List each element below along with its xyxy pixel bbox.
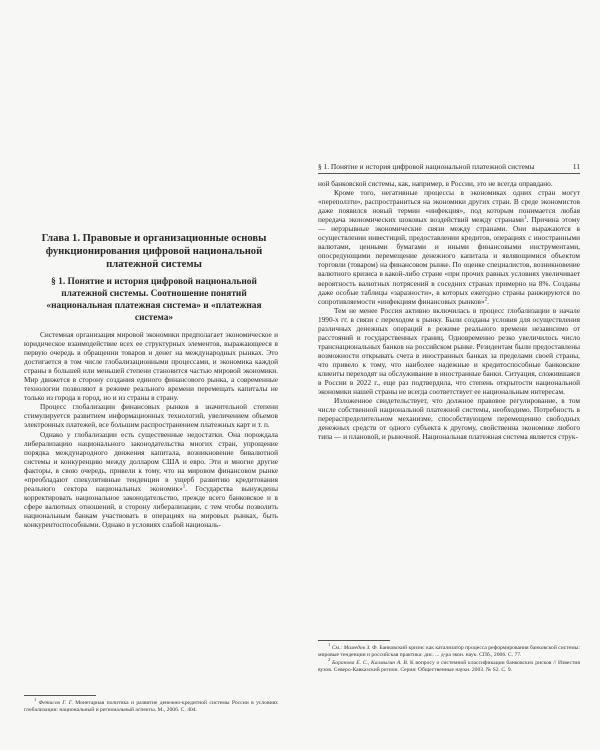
paragraph [24,430,278,530]
footnote-number: 1 [328,642,331,648]
footnote-number: 1 [34,697,37,703]
footnote-text: Банковский кризис как катализатор процесса реформирования банковской системы: мировые тенденции и российская практика: дис. ... д-ра экон. наук. СПб., 2006. С. 77. [318,645,580,659]
paragraph: Процесс глобализации финансовых рынков в значительной степени стимулируется развитием информационных технологий, увеличением объемов электронных платежей, все большим распространением платежных карт и т. п. [24,402,278,430]
footnote [318,642,580,659]
running-head-title: § 1. Понятие и история цифровой национальной платежной системы [318,162,535,171]
paragraph: Тем не менее Россия активно включилась в процесс глобализации в начале 1990-х гг. в связи с переходом к рынку. Были созданы условия для осуществления различных денежных операций в режиме реального времени независимо от расстояний и государственных границ. Одновременно резко увеличилось число транснациональных банков на российском рынке. Резидентам были предоставлены возможности открывать счета в иностранных банках за пределами своей страны, что привело к тому, что наиболее надежные и кредитоспособные банковские клиенты переходят на обслуживание в иностранные банки. Ситуация, сложившаяся в России в 2022 г., еще раз подтвердила, что степень открытости национальной экономики нашей страны не всегда соответствует ее национальным интересам. [318,305,580,397]
footnote [318,657,580,674]
left-page-body [24,330,278,529]
paragraph: Изложенное свидетельствует, что должное правовое регулирование, в том числе собственной национальной платежной системы, необходимо. Потребность в перераспределительном механизме, способствующем перемещению свободных денежных средств от одного субъекта к другому, свойственна экономике любого типа — и плановой, и рыночной. Национальная платежная система является струк- [318,396,580,442]
paragraph-text: . [487,296,489,306]
paragraph-text: . Причина этому — нерзрывные экономические связи между странами. Они выражаются в осуществлении инвестиций, предоставлении кредитов, операциях с иностранными валютами, ценными бумагами и иными финансовыми инструментами, опосредующими перемещение денежного капитала и являющимися объектом торговли (товаром) на финансовом рынке. По оценке специалистов, возникновение валютного кризиса в какой-либо стране «при прочих равных условиях увеличивает вероятность валютных потрясений в соседних странах примерно на 8%. Созданы даже особые таблицы «заразности», в которых ежегодно страны ранжируются по сопротивляемости «инфекциям финансовых рынков» [318,215,580,306]
right-page-body [318,179,580,441]
paragraph-text: Однако у глобализации есть существенные недостатки. Она порождала либерализацию национального законодательства многих стран, упрощение порядка международного движения капитала, возникновение бивалютной системы и конкуренцию между долларом США и евро. Эти и многие другие факторы, в свою очередь, привели к тому, что на мировом финансовом рынке «преобладают спекулятивные тенденции в ущерб развитию кредитования реального сектора национальных экономик» [24,429,278,493]
page-number: 11 [572,162,580,171]
footnote-text: Монетарная политика и развитие денежно-кредитной системы России в условиях глобализации: национальный и региональный аспекты. М., 2006. С. 404. [24,700,278,714]
paragraph [318,188,580,306]
footnote-number: 2 [328,657,331,663]
footnote [24,697,278,714]
paragraph: ной банковской системы, как, например, в России, это не всегда оправдано. [318,179,553,188]
footnote-author: Фетисов Г. Г. [38,700,73,706]
paragraph-text: Кроме того, негативные процессы в экономиках одних стран могут «переползти», распространиться на экономики других стран. В среде экономистов даже появился новый термин «инфекция», под которым понимается любая передача экономических шоковых воздействий между странами [318,188,580,225]
footnote-ref[interactable]: 2 [484,297,488,303]
paragraph-text: . Государства вынуждены корректировать [24,483,278,502]
running-head [318,162,580,174]
footnote-ref[interactable]: 1 [182,484,186,490]
footnote-text: К вопросу о системной классификации банковских рисков // Известия вузов. Северо-Кавказский регион. Серия: Общественные науки. 2003. № S2. С. 9. [318,660,580,674]
paragraph-text: национальное законодательство, прежде всего банковское и в сфере валютных отношений, в сторону либерализации, с тем чтобы позволить национальным банкам участвовать в операциях на мировых рынках, быть конкурентоспособными. Однако в условиях слабой националь- [24,492,278,529]
footnote-divider [24,695,96,696]
section-title: § 1. Понятие и история цифровой национальной платежной системы. Соотношение понятий «национальная платежная система» и «платежная система» [46,277,262,323]
paragraph: Системная организация мировой экономики предполагает экономическое и юридическое взаимодействие всех ее структурных элементов, выражающееся в первую очередь в обращении товаров и денег на международных рынках. Это достигается в том числе глобализационными процессами, и экономика каждой страны в большей или меньшей степени становится частью мировой экономики. Мир движется в сторону создания единого финансового рынка, а современные технологии позволяют в режиме реального времени перемещать капиталы не только из города в город, но и из страны в страну. [24,330,278,403]
footnote-author: Баранова Е. С., Калмыгин А. В. [332,660,409,667]
left-footnotes [24,697,278,715]
footnote-author: См.: Мамедов З. Ф. [331,645,378,651]
right-footnotes [318,642,580,675]
chapter-title: Глава 1. Правовые и организационные основы функционирования цифровой национальной платежной системы [41,233,267,270]
footnote-ref[interactable]: 1 [523,215,527,221]
footnote-divider [318,640,390,641]
